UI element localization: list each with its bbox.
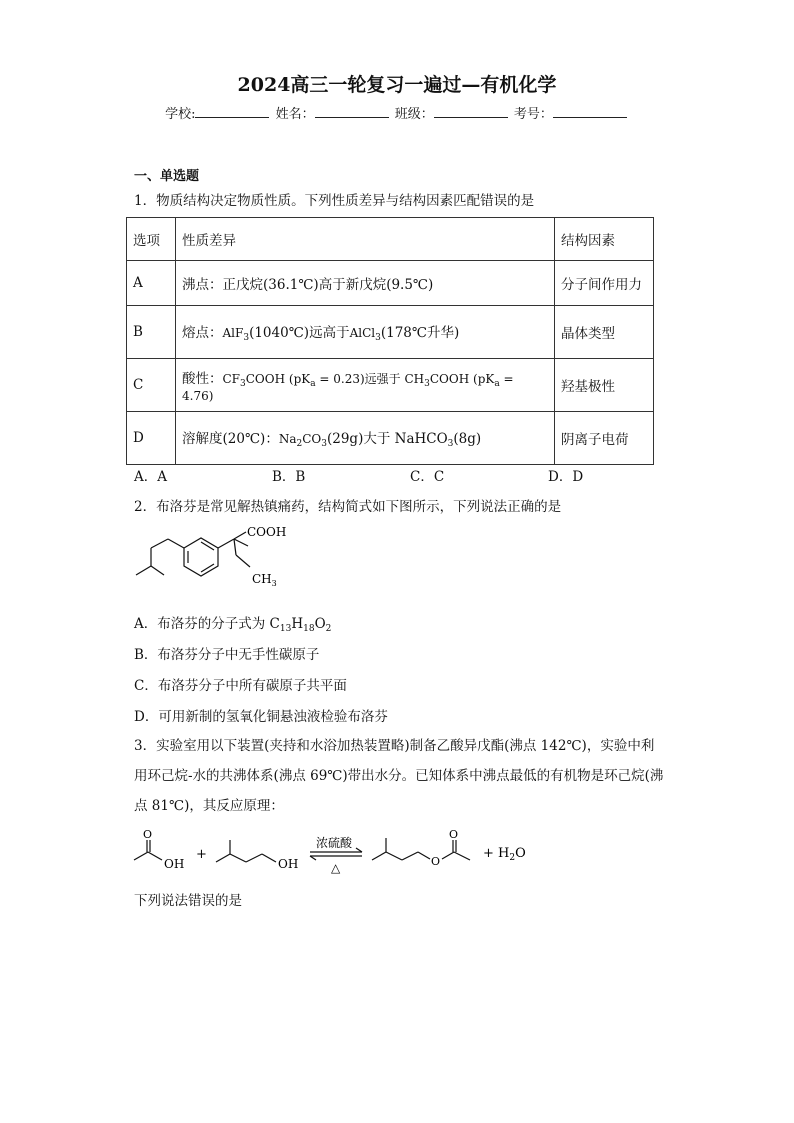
school-label: 学校: xyxy=(165,107,196,122)
table-row xyxy=(127,261,654,306)
question-1-table xyxy=(126,217,654,465)
page-title: 2024高三一轮复习一遍过—有机化学 xyxy=(237,74,557,96)
subscript: 2 xyxy=(325,624,332,634)
property-cell xyxy=(176,359,555,412)
option-cell: C xyxy=(127,359,176,412)
property-text: (29g)大于 NaHCO xyxy=(326,431,448,447)
property-text: (178℃升华) xyxy=(380,325,460,341)
factor-cell: 分子间作用力 xyxy=(555,261,654,306)
choice-b[interactable]: B．B xyxy=(272,469,306,485)
formula-text: COOH (pK xyxy=(429,372,495,386)
water-o: O xyxy=(515,846,526,861)
question-2-option-c[interactable]: C．布洛芬分子中所有碳原子共平面 xyxy=(134,678,347,694)
property-text: (1040℃)远高于 xyxy=(249,325,350,341)
property-cell: 沸点：正戊烷(36.1℃)高于新戊烷(9.5℃) xyxy=(176,261,555,306)
formula-text: O xyxy=(314,616,326,632)
water-product xyxy=(483,846,526,863)
ester-o-label: O xyxy=(431,855,441,868)
question-2-option-d[interactable]: D．可用新制的氢氧化铜悬浊液检验布洛芬 xyxy=(134,709,388,725)
formula-text: COOH (pK xyxy=(245,372,311,386)
subscript: 3 xyxy=(447,439,454,449)
name-blank[interactable] xyxy=(315,105,389,118)
subscript: 18 xyxy=(303,624,315,634)
catalyst-label: 浓硫酸 xyxy=(316,836,353,850)
question-3-stem-line-3: 点 81℃)，其反应原理： xyxy=(134,798,284,814)
ch3-subscript: 3 xyxy=(271,579,277,588)
property-cell xyxy=(176,412,555,465)
cooh-label: COOH xyxy=(247,525,287,539)
plus-sign: + xyxy=(196,847,207,862)
option-cell: B xyxy=(127,306,176,359)
question-2-option-b[interactable]: B．布洛芬分子中无手性碳原子 xyxy=(134,647,320,663)
subscript: 3 xyxy=(375,333,381,343)
student-info-row xyxy=(0,103,794,122)
question-1-stem: 1．物质结构决定物质性质。下列性质差异与结构因素匹配错误的是 xyxy=(134,193,535,209)
subscript: 3 xyxy=(424,379,430,389)
property-text: 酸性： xyxy=(182,371,223,387)
formula-text: H xyxy=(291,616,304,632)
subscript: 2 xyxy=(296,439,303,449)
subscript: 13 xyxy=(279,624,292,634)
property-text: (8g) xyxy=(453,431,482,447)
option-cell: D xyxy=(127,412,176,465)
subscript: 3 xyxy=(321,439,327,449)
formula-text: = 4.76) xyxy=(182,372,514,403)
esterification-reaction xyxy=(126,826,566,882)
formula-text: AlCl xyxy=(349,326,376,340)
name-label: 姓名： xyxy=(275,107,315,122)
formula-text: Na xyxy=(278,432,297,446)
formula-text: CF xyxy=(222,372,241,386)
property-cell xyxy=(176,306,555,359)
acid-oh-label: OH xyxy=(164,857,185,871)
subscript: 3 xyxy=(240,379,246,389)
factor-cell: 羟基极性 xyxy=(555,359,654,412)
formula-text: AlF xyxy=(222,326,244,340)
ch3-label xyxy=(252,572,277,588)
table-row xyxy=(127,306,654,359)
formula-text: = 0.23)远强于 CH xyxy=(315,372,425,386)
class-label: 班级： xyxy=(394,107,434,122)
factor-cell: 阴离子电荷 xyxy=(555,412,654,465)
table-header-cell: 性质差异 xyxy=(176,218,555,261)
table-header-cell: 结构因素 xyxy=(555,218,654,261)
ester-carbonyl-o-label: O xyxy=(449,828,459,841)
table-row xyxy=(127,412,654,465)
question-2-stem: 2．布洛芬是常见解热镇痛药，结构简式如下图所示，下列说法正确的是 xyxy=(134,499,562,515)
table-header-cell: 选项 xyxy=(127,218,176,261)
choice-a[interactable]: A．A xyxy=(134,469,167,485)
subscript: a xyxy=(310,379,316,389)
choice-c[interactable]: C．C xyxy=(410,469,445,485)
class-blank[interactable] xyxy=(434,105,508,118)
choice-d[interactable]: D．D xyxy=(548,469,584,485)
factor-cell: 晶体类型 xyxy=(555,306,654,359)
carbonyl-o-label: O xyxy=(143,828,153,841)
question-3-follow: 下列说法错误的是 xyxy=(134,893,242,909)
formula-text: CO xyxy=(302,432,322,446)
school-blank[interactable] xyxy=(195,105,269,118)
property-text: 熔点： xyxy=(182,325,223,341)
question-2-option-a[interactable] xyxy=(134,612,331,634)
water-subscript: 2 xyxy=(509,853,516,863)
exam-number-label: 考号： xyxy=(513,107,553,122)
table-row xyxy=(127,359,654,412)
water-h: + H xyxy=(483,846,510,861)
option-cell: A xyxy=(127,261,176,306)
ibuprofen-structure xyxy=(126,520,326,590)
property-text: 溶解度(20℃)： xyxy=(182,431,279,447)
question-3-stem-line-2: 用环己烷-水的共沸体系(沸点 69℃)带出水分。已知体系中沸点最低的有机物是环己烷(沸 xyxy=(134,768,664,784)
section-heading: 一、单选题 xyxy=(134,169,200,184)
option-text: A．布洛芬的分子式为 C xyxy=(134,616,280,632)
subscript: a xyxy=(494,379,500,389)
exam-number-blank[interactable] xyxy=(553,105,627,118)
question-3-stem-line-1: 3．实验室用以下装置(夹持和水浴加热装置略)制备乙酸异戊酯(沸点 142℃)，实验中利 xyxy=(134,738,655,754)
alcohol-oh-label: OH xyxy=(278,857,299,871)
subscript: 3 xyxy=(243,333,250,343)
ch3-text: CH xyxy=(252,572,272,586)
heat-condition: △ xyxy=(331,861,341,875)
table-header-row xyxy=(127,218,654,261)
